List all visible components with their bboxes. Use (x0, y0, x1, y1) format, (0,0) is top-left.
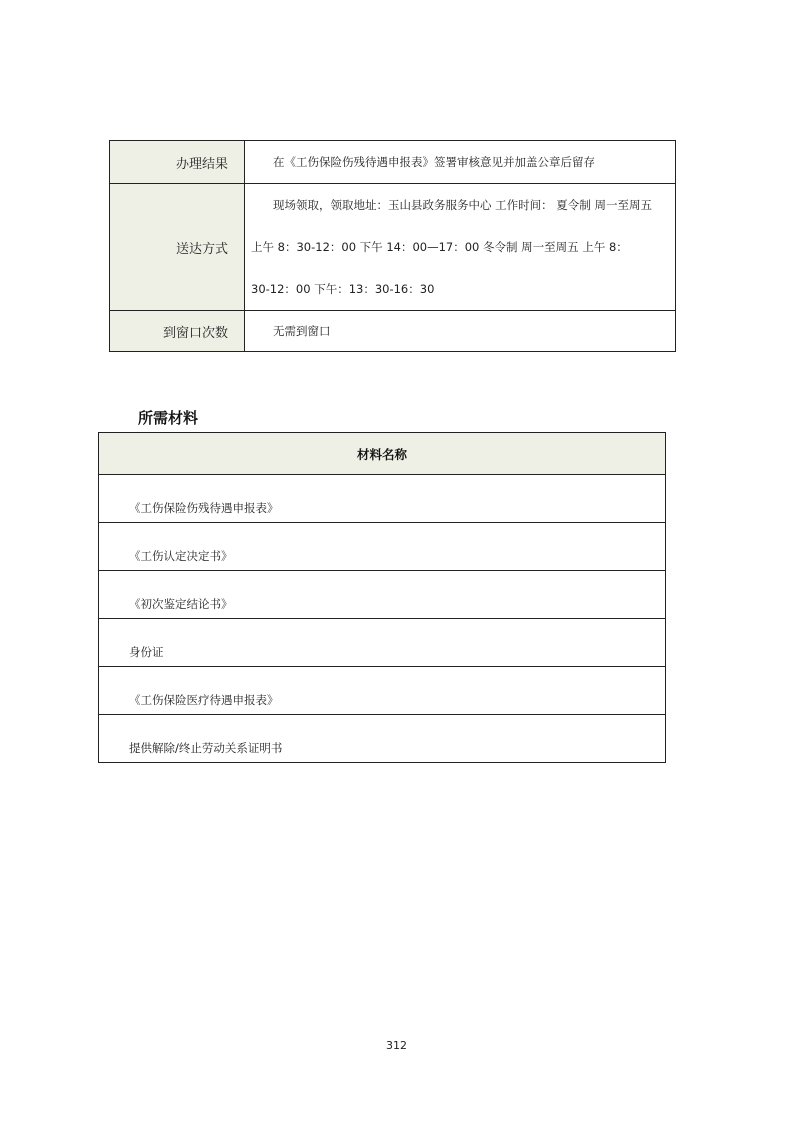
material-item: 提供解除/终止劳动关系证明书 (99, 715, 666, 763)
table-row (99, 619, 666, 667)
table-row (99, 715, 666, 763)
result-row (110, 141, 676, 184)
materials-header: 材料名称 (99, 433, 666, 475)
result-label: 办理结果 (110, 141, 245, 184)
window-visits-label: 到窗口次数 (110, 311, 245, 352)
materials-section-title: 所需材料 (138, 409, 199, 427)
table-row (99, 475, 666, 523)
material-item: 身份证 (99, 619, 666, 667)
material-item: 《工伤保险伤残待遇申报表》 (99, 475, 666, 523)
table-row (99, 523, 666, 571)
window-visits-row (110, 311, 676, 352)
delivery-line-3: 30-12：00 下午：13：30-16：30 (251, 282, 435, 296)
materials-header-row (99, 433, 666, 475)
delivery-label: 送达方式 (110, 184, 245, 311)
delivery-value (245, 184, 676, 311)
delivery-line-1-text: 现场领取，领取地址：玉山县政务服务中心 工作时间： 夏令制 周一至周五 (273, 198, 652, 212)
delivery-row (110, 184, 676, 311)
service-info-table (109, 140, 676, 352)
page-number: 312 (386, 1039, 407, 1052)
table-row (99, 667, 666, 715)
materials-table (98, 432, 666, 763)
table-row (99, 571, 666, 619)
result-value: 在《工伤保险伤残待遇申报表》签署审核意见并加盖公章后留存 (245, 141, 676, 184)
delivery-line-2: 上午 8：30-12：00 下午 14：00—17：00 冬令制 周一至周五 上午 8： (251, 240, 628, 254)
material-item: 《工伤保险医疗待遇申报表》 (99, 667, 666, 715)
material-item: 《初次鉴定结论书》 (99, 571, 666, 619)
delivery-line-1 (251, 184, 669, 226)
material-item: 《工伤认定决定书》 (99, 523, 666, 571)
window-visits-value: 无需到窗口 (245, 311, 676, 352)
